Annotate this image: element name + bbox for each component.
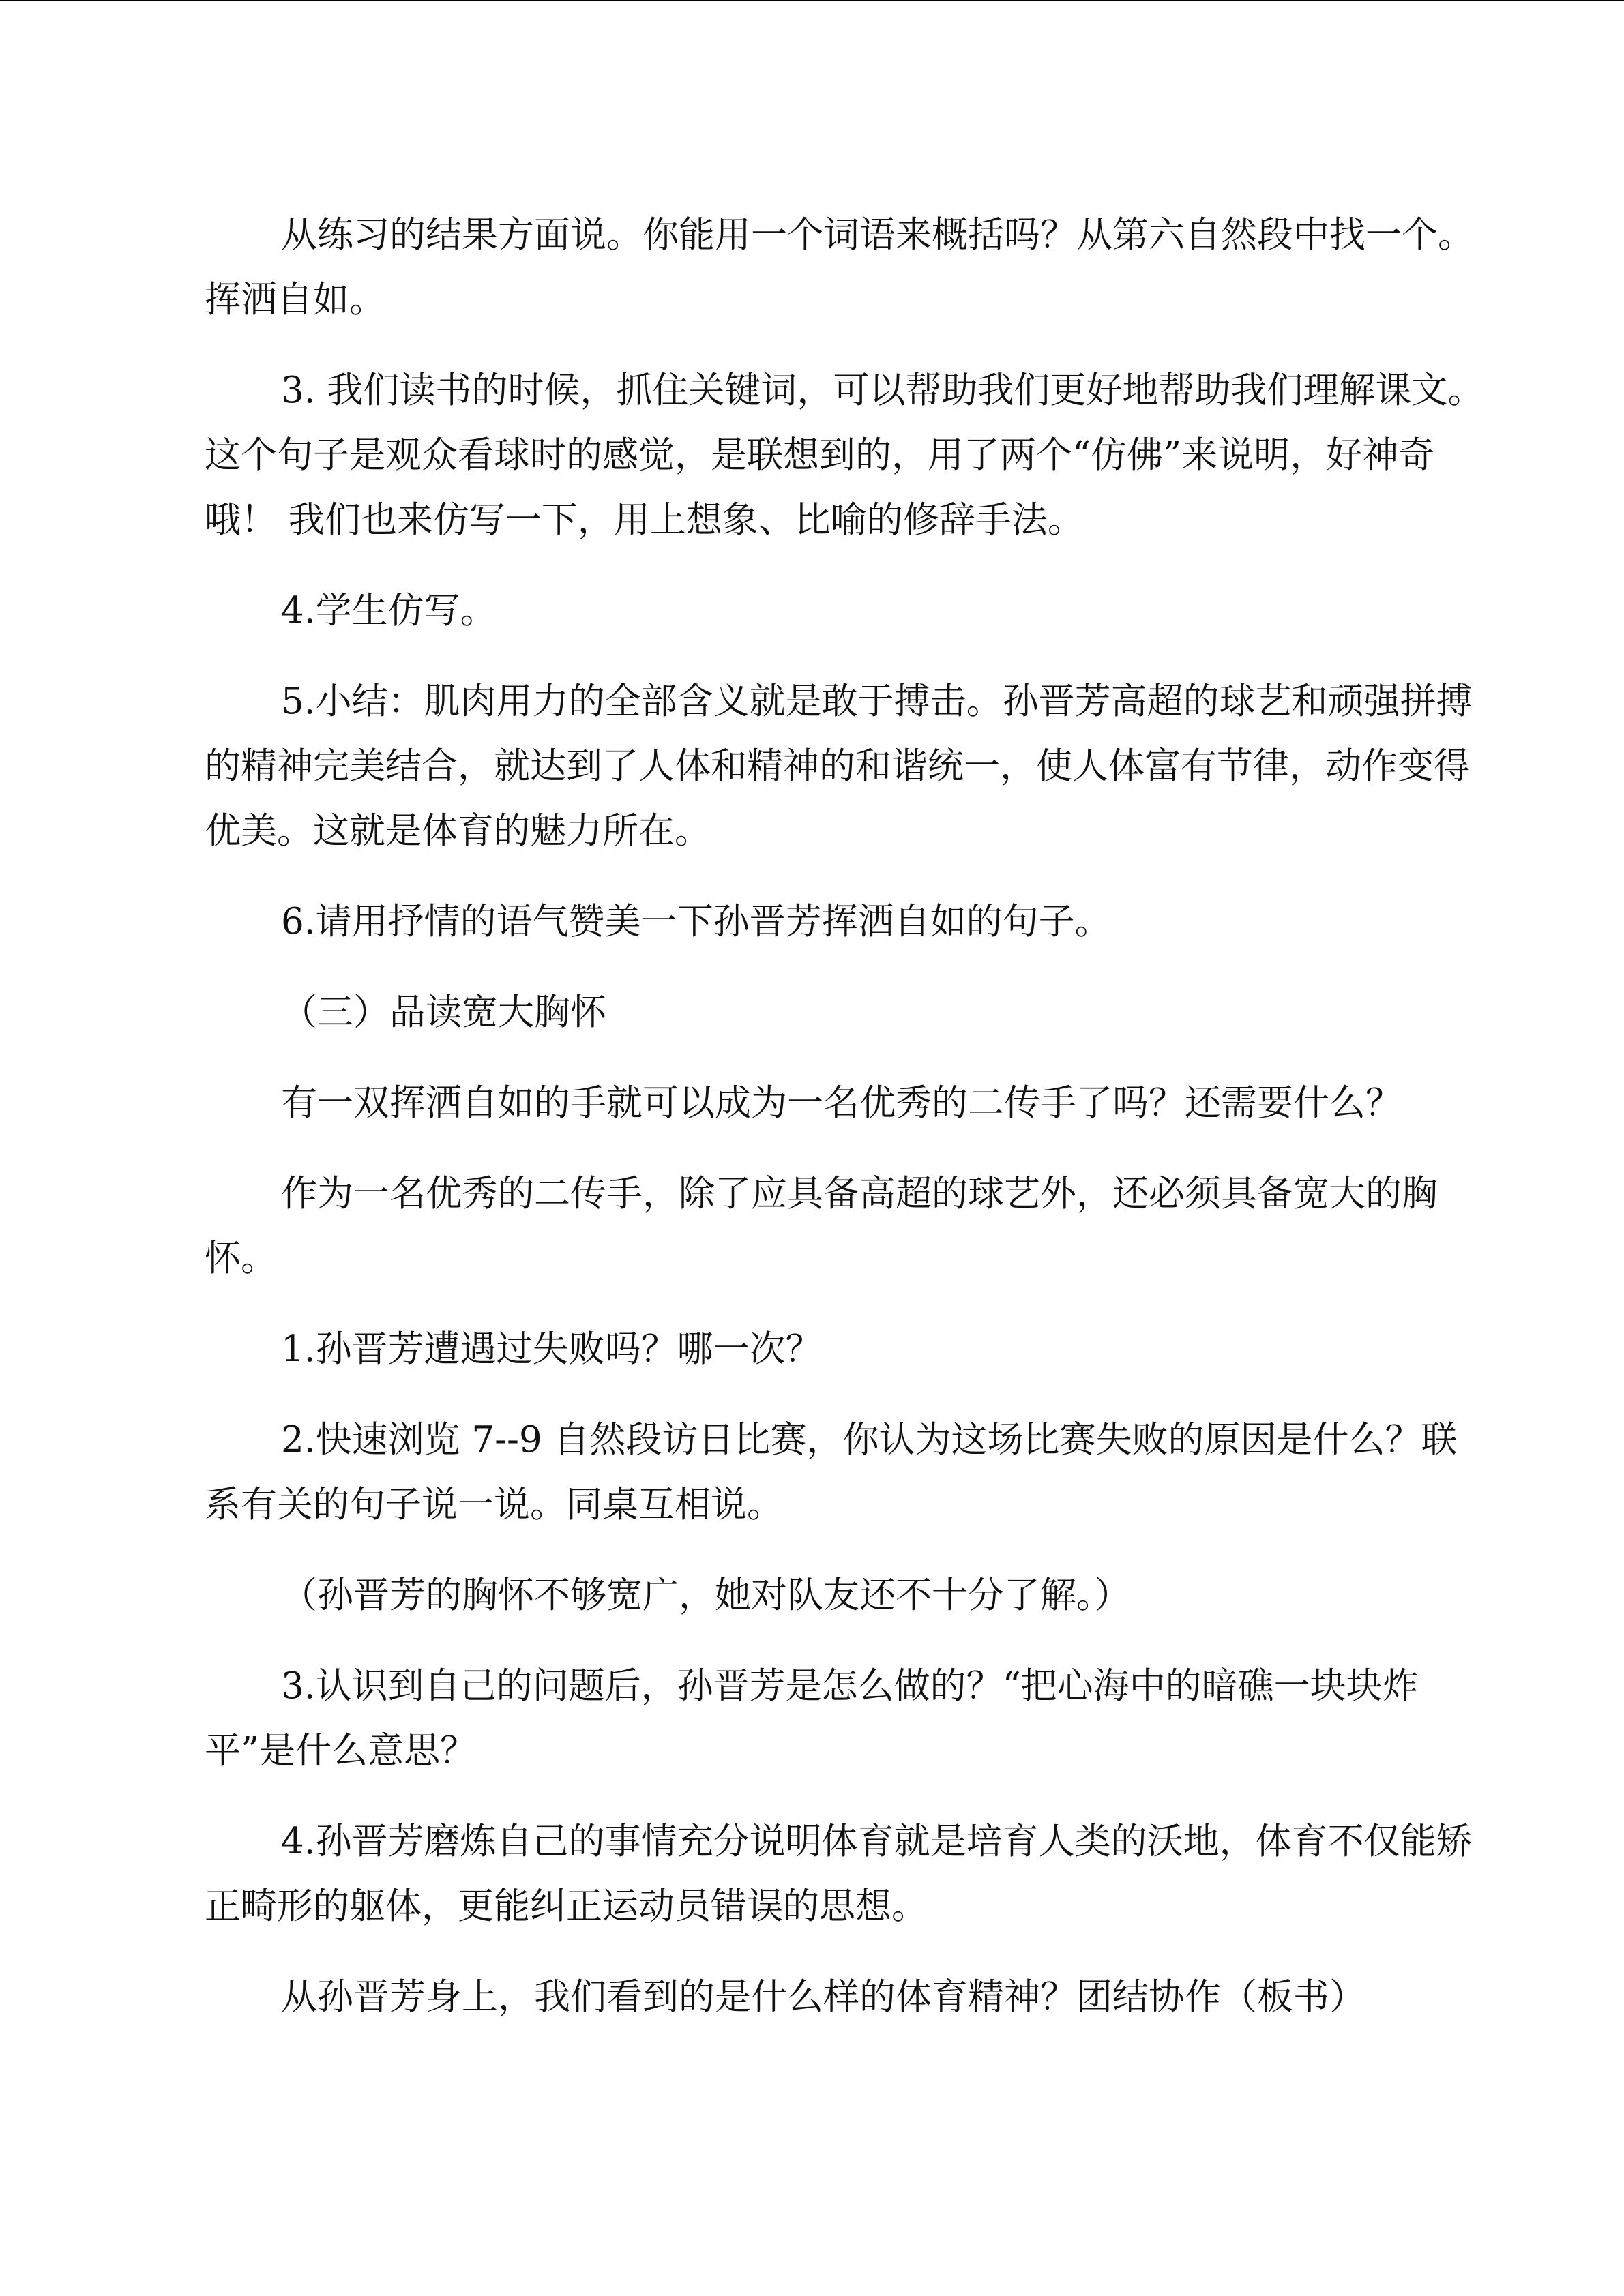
paragraph: 有一双挥洒自如的手就可以成为一名优秀的二传手了吗？还需要什么？ <box>281 1082 1402 1124</box>
paragraph: 2.快速浏览 7--9 自然段访日比赛，你认为这场比赛失败的原因是什么？联系有关的句子说一说。同桌互相说。 <box>205 1419 1458 1525</box>
paragraph: 从练习的结果方面说。你能用一个词语来概括吗？从第六自然段中找一个。挥洒自如。 <box>205 214 1474 320</box>
paragraph: 5.小结：肌肉用力的全部含义就是敢于搏击。孙晋芳高超的球艺和顽强拼搏的精神完美结合，就达到了人体和精神的和谐统一，使人体富有节律，动作变得优美。这就是体育的魅力所在。 <box>205 681 1473 852</box>
paragraph: （孙晋芳的胸怀不够宽广，她对队友还不十分了解。） <box>281 1575 1131 1616</box>
paragraph: 4.孙晋芳磨炼自己的事情充分说明体育就是培育人类的沃地，体育不仅能矫正畸形的躯体，更能纠正运动员错误的思想。 <box>205 1821 1473 1927</box>
paragraph: 3.认识到自己的问题后，孙晋芳是怎么做的？“把心海中的暗礁一块块炸平”是什么意思？ <box>205 1665 1419 1772</box>
paragraph: 从孙晋芳身上，我们看到的是什么样的体育精神？团结协作（板书） <box>281 1976 1365 2018</box>
paragraph: 作为一名优秀的二传手，除了应具备高超的球艺外，还必须具备宽大的胸怀。 <box>205 1173 1438 1279</box>
section-heading: （三）品读宽大胸怀 <box>281 992 606 1033</box>
paragraph: 1.孙晋芳遭遇过失败吗？哪一次？ <box>281 1328 822 1370</box>
paragraph: 4.学生仿写。 <box>281 590 497 631</box>
paragraph: 3. 我们读书的时候，抓住关键词，可以帮助我们更好地帮助我们理解课文。这个句子是观众看球时的感觉，是联想到的，用了两个“仿佛”来说明，好神奇哦！ 我们也来仿写一下，用上想象、比喻的修辞手法。 <box>205 370 1484 541</box>
paragraph: 6.请用抒情的语气赞美一下孙晋芳挥洒自如的句子。 <box>281 901 1111 942</box>
document-body <box>205 203 1487 2055</box>
